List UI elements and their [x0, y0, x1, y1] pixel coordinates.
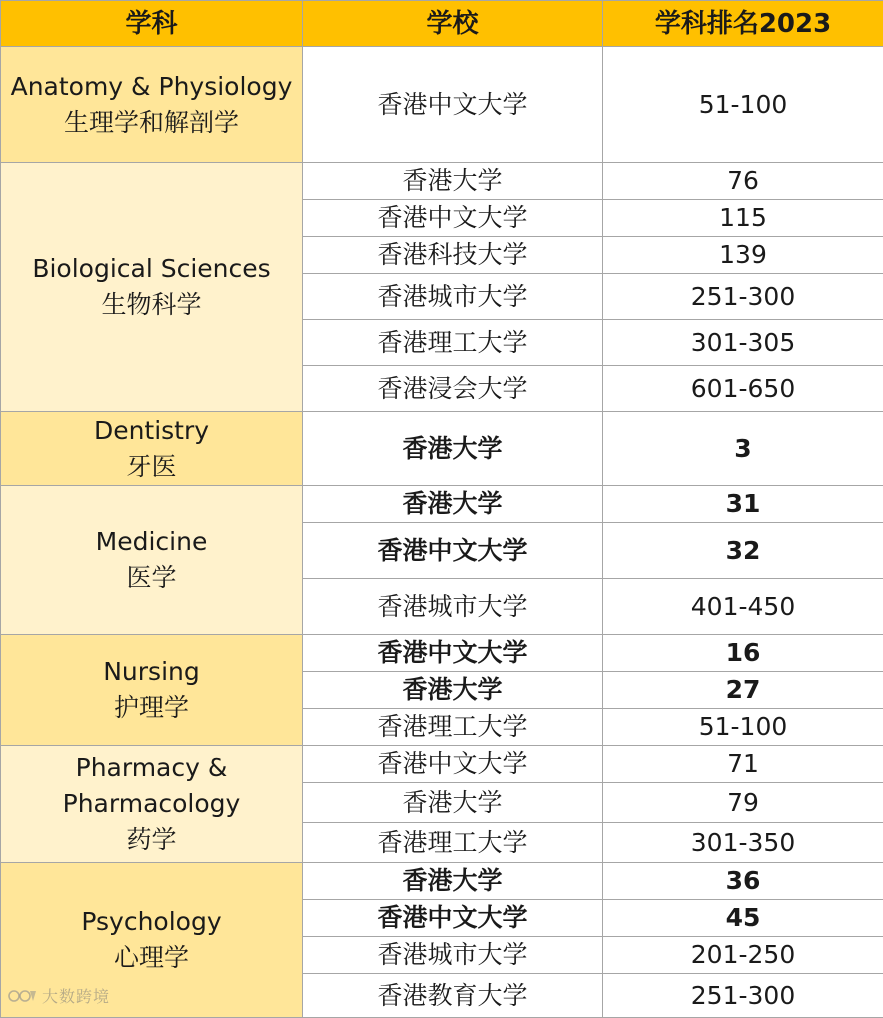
subject-cell [1, 746, 303, 863]
subject-en: Anatomy & Physiology [1, 69, 302, 105]
rank-cell: 45 [603, 900, 883, 937]
rank-cell: 16 [603, 635, 883, 672]
rank-cell: 301-305 [603, 320, 883, 366]
subject-cn: 牙医 [1, 449, 302, 485]
rank-cell: 115 [603, 200, 883, 237]
rank-cell: 71 [603, 746, 883, 783]
subject-en: Biological Sciences [1, 251, 302, 287]
table-row [1, 47, 883, 163]
brand-logo-icon [8, 987, 38, 1005]
subject-cell [1, 486, 303, 635]
subject-en: Dentistry [1, 413, 302, 449]
school-cell: 香港城市大学 [303, 937, 603, 974]
subject-cell [1, 412, 303, 486]
school-cell: 香港理工大学 [303, 823, 603, 863]
school-cell: 香港教育大学 [303, 974, 603, 1018]
rank-cell: 32 [603, 523, 883, 579]
subject-cn: 药学 [1, 822, 302, 858]
table-row [1, 635, 883, 672]
table-row [1, 746, 883, 783]
subject-en: Medicine [1, 524, 302, 560]
school-cell: 香港中文大学 [303, 200, 603, 237]
subject-en: Nursing [1, 654, 302, 690]
subject-cn: 生理学和解剖学 [1, 105, 302, 141]
header-school: 学校 [303, 1, 603, 47]
rank-cell: 251-300 [603, 274, 883, 320]
school-cell: 香港中文大学 [303, 47, 603, 163]
subject-cn: 心理学 [1, 940, 302, 976]
subject-cell [1, 163, 303, 412]
school-cell: 香港大学 [303, 863, 603, 900]
school-cell: 香港中文大学 [303, 746, 603, 783]
subject-cell [1, 47, 303, 163]
rank-cell: 79 [603, 783, 883, 823]
school-cell: 香港理工大学 [303, 709, 603, 746]
rank-cell: 36 [603, 863, 883, 900]
rank-cell: 601-650 [603, 366, 883, 412]
rank-cell: 3 [603, 412, 883, 486]
school-cell: 香港城市大学 [303, 274, 603, 320]
school-cell: 香港中文大学 [303, 635, 603, 672]
watermark [8, 984, 110, 1007]
school-cell: 香港理工大学 [303, 320, 603, 366]
rank-cell: 251-300 [603, 974, 883, 1018]
rank-cell: 301-350 [603, 823, 883, 863]
header-subject: 学科 [1, 1, 303, 47]
table-row [1, 163, 883, 200]
school-cell: 香港大学 [303, 672, 603, 709]
school-cell: 香港中文大学 [303, 523, 603, 579]
header-rank: 学科排名2023 [603, 1, 883, 47]
school-cell: 香港中文大学 [303, 900, 603, 937]
subject-en [1, 750, 302, 822]
subject-cn: 医学 [1, 560, 302, 596]
subject-en-line: Pharmacy & [1, 750, 302, 786]
rank-cell: 401-450 [603, 579, 883, 635]
subject-en-line: Pharmacology [1, 786, 302, 822]
school-cell: 香港浸会大学 [303, 366, 603, 412]
table-row [1, 486, 883, 523]
rank-cell: 27 [603, 672, 883, 709]
subject-cell [1, 635, 303, 746]
rank-cell: 31 [603, 486, 883, 523]
school-cell: 香港城市大学 [303, 579, 603, 635]
watermark-text: 大数跨境 [42, 987, 110, 1006]
school-cell: 香港大学 [303, 412, 603, 486]
table-body [1, 47, 883, 1018]
table-row [1, 412, 883, 486]
subject-cn: 护理学 [1, 690, 302, 726]
header-row [1, 1, 883, 47]
rank-cell: 51-100 [603, 709, 883, 746]
school-cell: 香港科技大学 [303, 237, 603, 274]
subject-cn: 生物科学 [1, 287, 302, 323]
rank-cell: 76 [603, 163, 883, 200]
school-cell: 香港大学 [303, 163, 603, 200]
rank-cell: 201-250 [603, 937, 883, 974]
school-cell: 香港大学 [303, 486, 603, 523]
table-row [1, 863, 883, 900]
subject-en: Psychology [1, 904, 302, 940]
rank-cell: 139 [603, 237, 883, 274]
rank-cell: 51-100 [603, 47, 883, 163]
school-cell: 香港大学 [303, 783, 603, 823]
